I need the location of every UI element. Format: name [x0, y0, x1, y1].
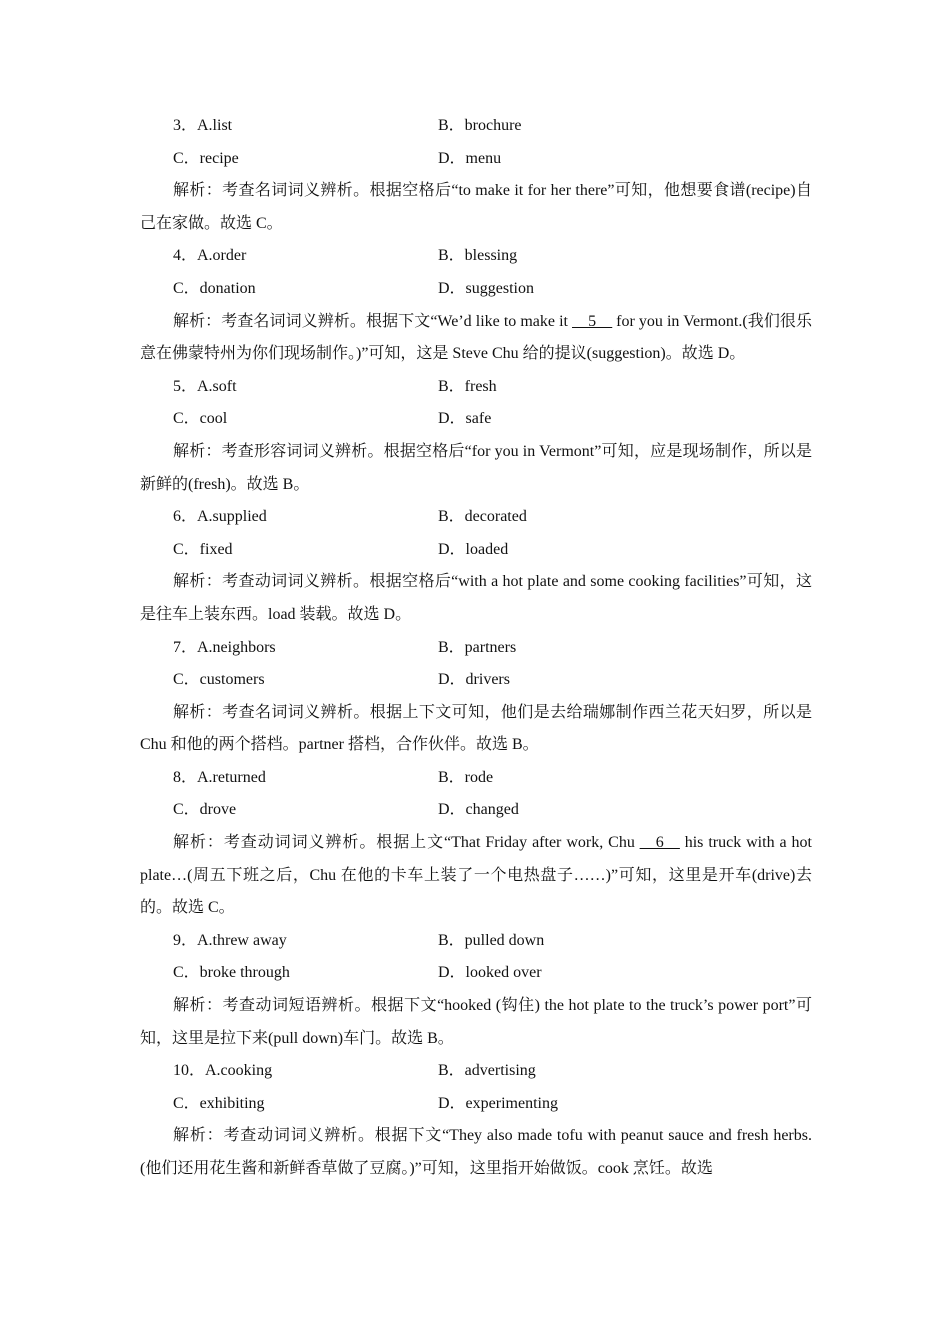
question-5-options-row-2 — [140, 403, 812, 436]
question-5-analysis — [140, 436, 812, 501]
question-3-options-row-2 — [140, 143, 812, 176]
option-a: 6．A.supplied — [173, 508, 267, 526]
option-b: B．blessing — [438, 247, 518, 265]
option-b: B．partners — [438, 638, 517, 656]
option-d: D．experimenting — [438, 1094, 558, 1112]
question-10-options-row-1 — [140, 1055, 812, 1088]
option-d: D．looked over — [438, 964, 542, 982]
question-9-analysis — [140, 990, 812, 1055]
analysis-label: 解析： — [173, 182, 223, 200]
option-a: 7．A.neighbors — [173, 638, 276, 656]
option-a: 5．A.soft — [173, 377, 237, 395]
analysis-text: 考查名词词义辨析。根据上下文可知，他们是去给瑞娜制作西兰花天妇罗，所以是 Chu 和他的两个搭档。partner 搭档，合作伙伴。故选 B。 — [140, 703, 812, 754]
analysis-text: 考查动词词义辨析。根据空格后“with a hot plate and some cooking facilities”可知，这是往车上装东西。load 装载。故选 D。 — [140, 573, 812, 623]
option-c: C．broke through — [173, 964, 290, 982]
analysis-label: 解析： — [173, 573, 223, 591]
analysis-label: 解析： — [173, 997, 223, 1015]
question-3-analysis — [140, 175, 812, 240]
question-3-options-row-1 — [140, 110, 812, 143]
question-10-options-row-2 — [140, 1088, 812, 1121]
option-d: D．loaded — [438, 540, 509, 558]
option-d: D．drivers — [438, 671, 510, 689]
question-6-options-row-1 — [140, 501, 812, 534]
question-7-analysis — [140, 697, 812, 762]
option-d: D．changed — [438, 801, 519, 819]
option-a: 10．A.cooking — [173, 1062, 273, 1080]
option-b: B．decorated — [438, 508, 527, 526]
analysis-text-cont: for you in Vermont.(我们很乐意在佛蒙特州为你们现场制作。)”可知，这是 Steve Chu 给的提议(suggestion)。故选 D。 — [140, 312, 812, 363]
option-b: B．rode — [438, 768, 494, 786]
option-c: C．fixed — [173, 540, 233, 558]
blank-number: __5__ — [572, 312, 613, 330]
analysis-text: 考查动词短语辨析。根据下文“hooked (钩住) the hot plate to the truck’s power port”可知，这里是拉下来(pull down)车门。故选 B。 — [140, 997, 812, 1047]
option-c: C．drove — [173, 801, 237, 819]
question-10-analysis — [140, 1120, 812, 1185]
question-9-options-row-1 — [140, 925, 812, 958]
question-8-options-row-2 — [140, 794, 812, 827]
question-6-options-row-2 — [140, 534, 812, 567]
question-8-options-row-1 — [140, 762, 812, 795]
option-b: B．pulled down — [438, 931, 545, 949]
analysis-label: 解析： — [173, 1127, 224, 1145]
question-4-options-row-2 — [140, 273, 812, 306]
option-c: C．recipe — [173, 149, 239, 167]
option-b: B．fresh — [438, 377, 497, 395]
option-a: 9．A.threw away — [173, 931, 287, 949]
option-c: C．customers — [173, 671, 265, 689]
option-d: D．safe — [438, 410, 492, 428]
question-9-options-row-2 — [140, 957, 812, 990]
analysis-label: 解析： — [173, 703, 223, 721]
analysis-text: 解析：考查名词词义辨析。根据下文“We’d like to make it — [173, 312, 573, 330]
question-8-analysis — [140, 827, 812, 925]
option-d: D．menu — [438, 149, 502, 167]
option-a: 8．A.returned — [173, 768, 266, 786]
option-b: B．brochure — [438, 117, 522, 134]
question-4-options-row-1 — [140, 240, 812, 273]
option-c: C．donation — [173, 279, 256, 297]
option-c: C．cool — [173, 410, 228, 428]
option-d: D．suggestion — [438, 279, 535, 297]
blank-number: __6__ — [639, 834, 680, 852]
analysis-text: 考查名词词义辨析。根据空格后“to make it for her there”可知，他想要食谱(recipe)自己在家做。故选 C。 — [140, 182, 812, 232]
analysis-text-cont: his truck with a hot plate…(周五下班之后，Chu 在他的卡车上装了一个电热盘子……)”可知，这里是开车(drive)去的。故选 C。 — [140, 834, 812, 917]
question-5-options-row-1 — [140, 371, 812, 404]
question-7-options-row-2 — [140, 664, 812, 697]
answer-key-content — [140, 110, 812, 1186]
option-b: B．advertising — [438, 1062, 536, 1080]
analysis-text: 考查动词词义辨析。根据下文“They also made tofu with peanut sauce and fresh herbs.(他们还用花生酱和新鲜香草做了豆腐。)”可知，这里指开始做饭。cook 烹饪。故选 — [140, 1127, 812, 1177]
option-c: C．exhibiting — [173, 1094, 265, 1112]
analysis-text: 考查形容词词义辨析。根据空格后“for you in Vermont”可知，应是现场制作，所以是新鲜的(fresh)。故选 B。 — [140, 442, 812, 493]
option-a: 4．A.order — [173, 247, 247, 265]
analysis-label: 解析： — [173, 442, 222, 460]
question-6-analysis — [140, 566, 812, 631]
option-a: 3．A.list — [173, 117, 233, 134]
analysis-text: 解析：考查动词词义辨析。根据上文“That Friday after work, Chu — [173, 834, 640, 852]
question-4-analysis — [140, 306, 812, 371]
question-7-options-row-1 — [140, 632, 812, 665]
